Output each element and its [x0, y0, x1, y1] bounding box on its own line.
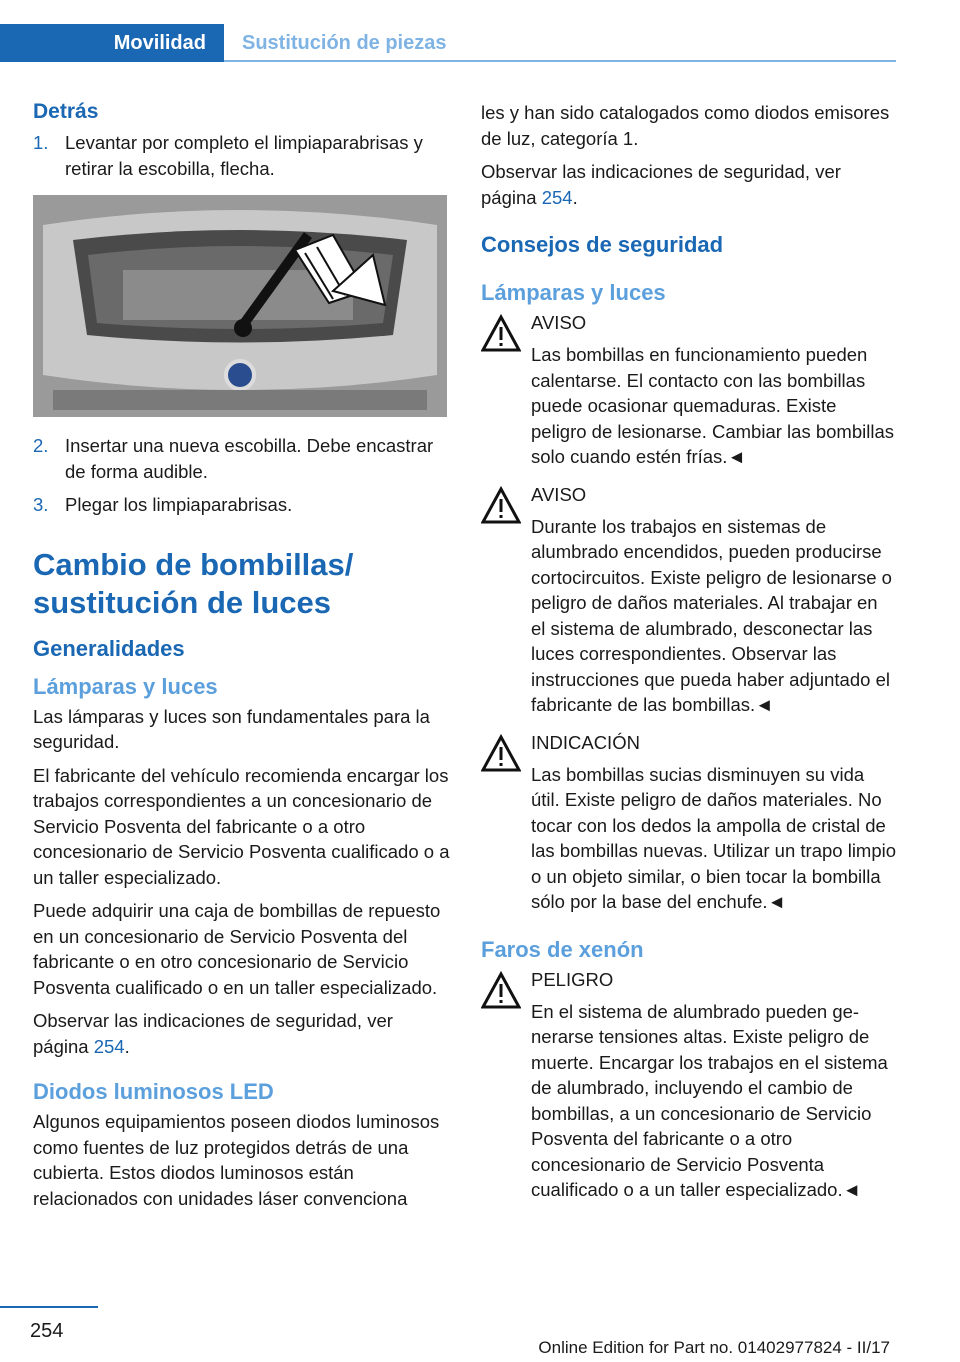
edition-footer: Online Edition for Part no. 01402977824 - II/17: [538, 1338, 890, 1357]
paragraph: Las lámparas y luces son fundamentales para la seguridad.: [33, 705, 430, 752]
warning-body-text: Las bombillas en funcionamiento pueden calentarse. El contacto con las bombillas puede ocasionar quemaduras. Existe peligro de lesionarse. Cambiar las bombillas solo cuando estén frías.◄: [531, 344, 894, 467]
warning-block: [481, 310, 897, 470]
warning-body: [481, 999, 897, 1203]
warning-title: PELIGRO: [531, 968, 614, 990]
warning-block: [481, 482, 897, 718]
heading-xenon: Faros de xenón: [481, 936, 644, 962]
paragraph: [33, 1008, 453, 1059]
warning-body: [481, 514, 897, 718]
warning-body: [481, 762, 897, 915]
step-number: 1.: [33, 132, 49, 153]
chapter-title-line-1: Cambio de bombillas/: [33, 546, 354, 582]
warning-block: [481, 730, 897, 915]
step-number: 3.: [33, 494, 49, 515]
heading-consejos: Consejos de seguridad: [481, 232, 724, 257]
step-text: Plegar los limpiaparabrisas.: [65, 494, 293, 515]
chapter-title: [33, 546, 453, 622]
heading-led: Diodos luminosos LED: [33, 1079, 274, 1104]
step-number: 2.: [33, 435, 49, 456]
paragraph-text: Observar las indicaciones de seguridad, ver página: [481, 161, 841, 208]
footer-divider: [0, 1306, 98, 1308]
page-number: 254: [30, 1320, 64, 1342]
chapter-title-line-2: sustitución de luces: [33, 584, 332, 620]
paragraph: El fabricante del vehículo recomienda encargar los trabajos correspondientes a un concesionario de Servicio Posventa del fabricante o a otro concesionario de Servicio Posventa cualificado o a un taller especializado.: [33, 764, 450, 888]
step-text: Levantar por completo el limpiaparabrisas y retirar la escobilla, flecha.: [65, 132, 423, 179]
warning-body-text: En el sistema de alumbrado pueden generarse tensiones altas. Existe peligro de muerte. Encargar los trabajos en el sistema de alumbrado, incluyendo el cambio de bombillas, a un concesionario de Servicio Posventa del fabricante o a otro concesionario de Servicio Posventa cualificado o a un taller especializado.◄: [531, 1000, 888, 1200]
step-text: Insertar una nueva escobilla. Debe encastrar de forma audible.: [65, 435, 434, 482]
warning-block: [481, 967, 897, 1203]
page-link[interactable]: 254: [541, 186, 573, 208]
heading-lamparas-right: Lámparas y luces: [481, 280, 666, 305]
tab-movilidad[interactable]: Movilidad: [0, 24, 224, 62]
warning-triangle-icon: [481, 734, 521, 774]
warning-triangle-icon: [481, 486, 521, 526]
paragraph: [481, 159, 897, 210]
header-divider: [224, 60, 896, 62]
header-bar: [0, 0, 960, 62]
rear-wiper-photo: [33, 195, 447, 417]
warning-title: AVISO: [531, 483, 587, 505]
warning-body-text: Durante los trabajos en sistemas de alumbrado encendidos, pueden producirse cortocircuitos. Existe peligro de lesionarse o peligro de daños materiales. Al trabajar en el sistema de alumbrado, desconectar las luces correspondientes. Observar las instrucciones que pueda haber adjuntado el fabricante de las bombillas.◄: [531, 515, 892, 715]
heading-lamparas: Lámparas y luces: [33, 673, 218, 699]
page-link[interactable]: 254: [93, 1035, 125, 1057]
warning-title: INDICACIÓN: [531, 731, 640, 753]
paragraph-text: Observar las indicaciones de seguridad, ver página: [33, 1010, 393, 1057]
warning-body-text: Las bombillas sucias disminuyen su vida útil. Existe peligro de daños materiales. No tocar con los dedos la ampolla de cristal de las bombillas nuevas. Utilizar un trapo limpio o un objeto similar, o bien tocar la bombilla sólo por la base del enchufe.◄: [531, 763, 897, 912]
warning-triangle-icon: [481, 314, 521, 354]
right-column: [481, 100, 897, 1215]
paragraph: Algunos equipamientos poseen diodos luminosos como fuentes de luz protegidos detrás de una cubierta. Estos diodos luminosos están relacionados con unidades láser convenciona: [33, 1111, 440, 1209]
left-column: [33, 100, 453, 1219]
warning-title: AVISO: [531, 312, 587, 333]
step-item: [33, 130, 453, 181]
paragraph-end: .: [124, 1035, 130, 1057]
paragraph: les y han sido catalogados como diodos emisores de luz, categoría 1.: [481, 102, 890, 149]
paragraph: Puede adquirir una caja de bombillas de repuesto en un concesionario de Servicio Posventa del fabricante o en otro concesionario de Servicio Posventa cualificado o en un taller especializado.: [33, 900, 441, 998]
warning-triangle-icon: [481, 971, 521, 1011]
tab-sustitucion-de-piezas[interactable]: Sustitución de piezas: [242, 31, 447, 54]
section-heading-detras: Detrás: [33, 100, 99, 123]
heading-generalidades: Generalidades: [33, 635, 185, 661]
paragraph-end: .: [572, 186, 578, 208]
step-item: [33, 492, 453, 518]
warning-body: [481, 342, 897, 470]
step-item: [33, 433, 453, 484]
